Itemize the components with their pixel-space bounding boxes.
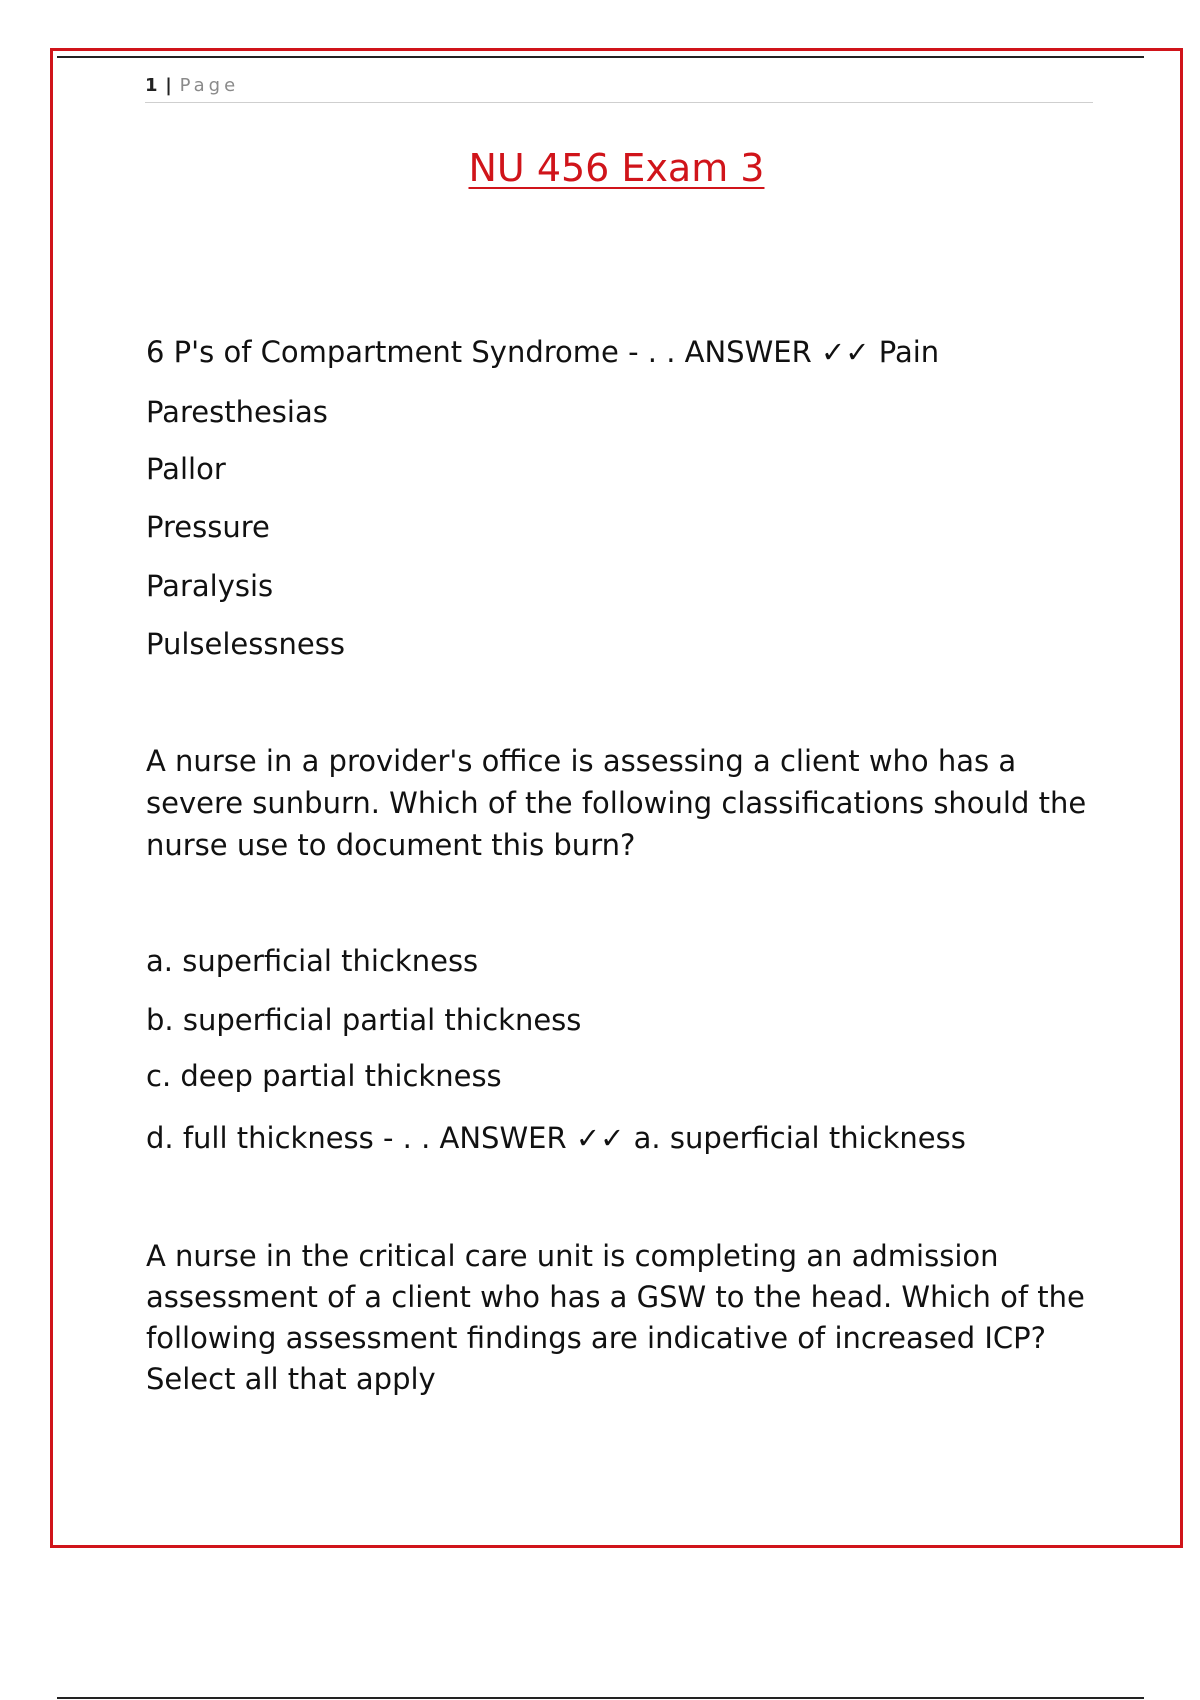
q1-item: Pressure: [146, 510, 270, 544]
document-title: NU 456 Exam 3: [468, 146, 765, 190]
q2-question: A nurse in a provider's office is assessing a client who has a severe sunburn. Which of the following classifications should the nurse use to document this burn?: [146, 744, 1087, 862]
page-label: Page: [179, 75, 240, 96]
q1-item: Pallor: [146, 452, 226, 486]
q2-option: c. deep partial thickness: [146, 1059, 502, 1093]
q2-option-with-answer: d. full thickness - . . ANSWER ✓✓ a. superficial thickness: [146, 1121, 966, 1155]
page-separator: |: [165, 75, 172, 96]
q3-question: A nurse in the critical care unit is completing an admission assessment of a client who has a GSW to the head. Which of the following assessment findings are indicative of increased ICP? Select all that apply: [146, 1239, 1085, 1396]
q2-option: a. superficial thickness: [146, 944, 479, 978]
q1-question-line: 6 P's of Compartment Syndrome - . . ANSWER ✓✓ Pain: [146, 335, 940, 369]
page-header: [145, 74, 1093, 103]
q1-item: Pulselessness: [146, 627, 345, 661]
q1-item: Paresthesias: [146, 395, 328, 429]
page-number: 1: [145, 75, 158, 96]
bottom-rule: [57, 1697, 1144, 1699]
top-rule: [57, 56, 1144, 58]
q2-option: b. superficial partial thickness: [146, 1003, 582, 1037]
q1-item: Paralysis: [146, 569, 274, 603]
